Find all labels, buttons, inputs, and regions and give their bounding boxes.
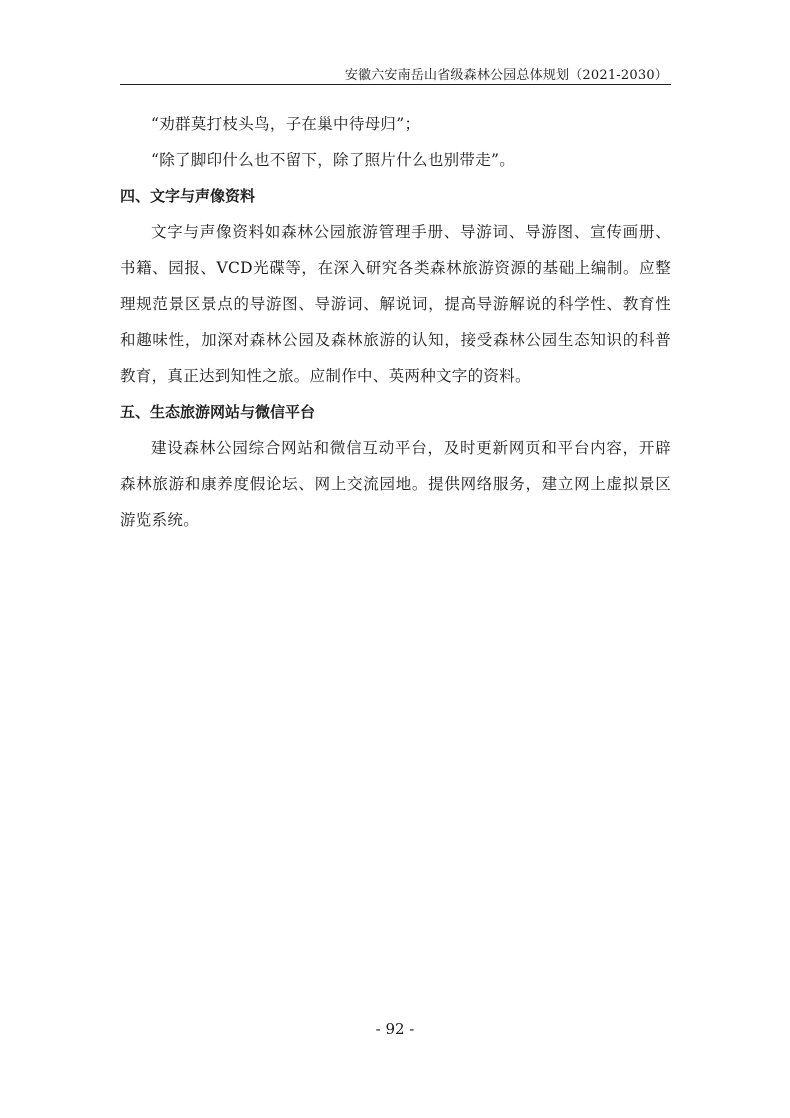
page-number: - 92 - bbox=[375, 1020, 415, 1038]
section-4-heading: 四、文字与声像资料 bbox=[120, 187, 256, 205]
section-5-heading: 五、生态旅游网站与微信平台 bbox=[120, 403, 316, 421]
slogan-paragraph-2: “除了脚印什么也不留下，除了照片什么也别带走”。 bbox=[151, 151, 516, 169]
slogan-paragraph-1: “劝群莫打枝头鸟，子在巢中待母归”； bbox=[151, 115, 421, 133]
document-body bbox=[120, 106, 671, 538]
section-4-paragraph: 文字与声像资料如森林公园旅游管理手册、导游词、导游图、宣传画册、书籍、园报、VCD光碟等，在深入研究各类森林旅游资源的基础上编制。应整理规范景区景点的导游图、导游词、解说词，提高导游解说的科学性、教育性和趣味性，加深对森林公园及森林旅游的认知，接受森林公园生态知识的科普教育，真正达到知性之旅。应制作中、英两种文字的资料。 bbox=[120, 223, 671, 385]
header-title: 安徽六安南岳山省级森林公园总体规划（2021-2030） bbox=[344, 68, 668, 83]
section-5-paragraph: 建设森林公园综合网站和微信互动平台，及时更新网页和平台内容，开辟森林旅游和康养度假论坛、网上交流园地。提供网络服务，建立网上虚拟景区游览系统。 bbox=[120, 439, 671, 529]
header-divider bbox=[120, 84, 671, 85]
